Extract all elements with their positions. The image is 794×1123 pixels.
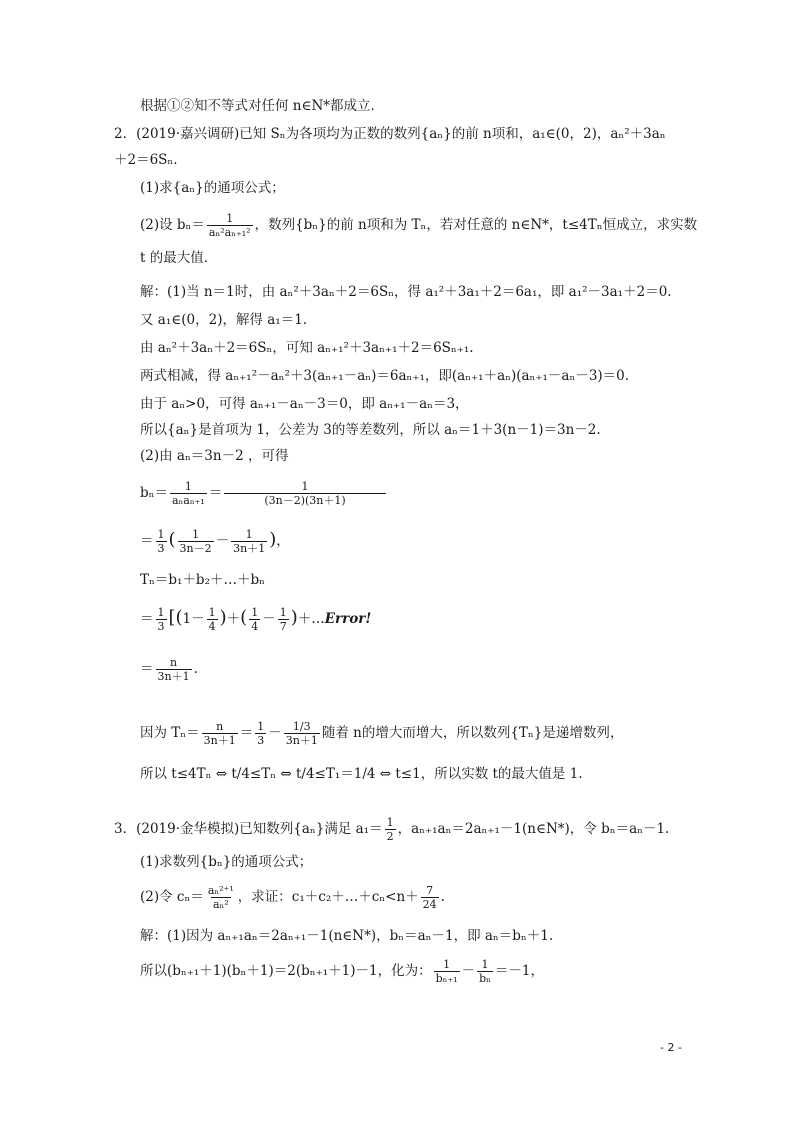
text: . <box>193 661 198 677</box>
fraction <box>421 884 439 911</box>
denominator: 2 <box>386 830 394 843</box>
text: ＋… <box>297 611 325 627</box>
equation-line <box>140 958 544 985</box>
numerator: aₙ²⁺¹ <box>207 884 234 897</box>
text-line <box>140 764 583 784</box>
numerator: 1 <box>157 528 165 541</box>
fraction <box>278 606 289 633</box>
text: － <box>461 963 476 979</box>
text-line <box>140 212 697 239</box>
text: ，求证：c₁＋c₂＋…＋cₙ<n＋ <box>237 889 419 905</box>
text-line <box>140 852 312 872</box>
text: t 的最大值． <box>140 250 218 266</box>
fraction <box>231 528 267 555</box>
text-line <box>140 96 384 116</box>
text: ，aₙ₊₁aₙ＝2aₙ₊₁－1(n∈N*)，令 bₙ＝aₙ－1. <box>397 821 670 837</box>
denominator: 3n＋1 <box>233 542 266 555</box>
equation-line <box>140 720 623 747</box>
text-line <box>140 570 265 590</box>
text: (1)求{aₙ}的通项公式； <box>140 180 285 196</box>
fraction <box>178 528 214 555</box>
denominator: aₙ²aₙ₊₁² <box>208 226 251 239</box>
denominator: aₙ² <box>212 898 229 911</box>
problem-2-statement <box>114 124 666 144</box>
numerator: 1/3 <box>292 720 311 733</box>
fraction <box>170 480 207 507</box>
text-line <box>140 178 285 198</box>
text: ＝ <box>208 485 223 501</box>
numerator: 7 <box>426 884 434 897</box>
text: 由于 aₙ>0，可得 aₙ₊₁－aₙ－3＝0，即 aₙ₊₁－aₙ＝3， <box>140 396 469 412</box>
text: 因为 Tₙ＝ <box>140 725 200 741</box>
fraction <box>156 528 167 555</box>
numerator: 1 <box>226 212 234 225</box>
denominator: 3 <box>157 620 165 633</box>
numerator: 1 <box>251 606 259 619</box>
text: (2)由 aₙ＝3n－2 ，可得 <box>140 448 289 464</box>
fraction <box>224 480 385 507</box>
denominator: 4 <box>208 620 216 633</box>
numerator: 1 <box>184 480 192 493</box>
text-line <box>114 150 178 170</box>
text-line <box>140 446 288 466</box>
numerator: 1 <box>443 958 451 971</box>
text: 解：(1)因为 aₙ₊₁aₙ＝2aₙ₊₁－1(n∈N*)，bₙ＝aₙ－1，即 aₙ＝bₙ＋1. <box>140 928 554 944</box>
numerator: 1 <box>481 958 489 971</box>
text-line <box>140 366 629 386</box>
text: ＝ <box>140 533 154 549</box>
text: 由 aₙ²＋3aₙ＋2＝6Sₙ，可知 aₙ₊₁²＋3aₙ₊₁＋2＝6Sₙ₊₁. <box>140 340 474 356</box>
numerator: n <box>170 656 178 669</box>
problem-3-statement <box>114 816 669 843</box>
numerator: 1 <box>192 528 200 541</box>
text: 3．(2019·金华模拟)已知数列{aₙ}满足 a₁＝ <box>114 821 383 837</box>
text: 根据①②知不等式对任何 n∈N*都成立． <box>140 98 385 114</box>
text: 又 a₁∈(0，2)，解得 a₁＝1. <box>140 312 308 328</box>
denominator: 3n＋1 <box>203 734 236 747</box>
denominator: 3n－2 <box>179 542 212 555</box>
equation-line: ＝ $\frac{1}{3}$ ( $\frac{1}{3n-2}$ － $\frac{1}{3n+1}$ )， <box>140 528 290 555</box>
text-line <box>140 394 469 414</box>
fraction <box>156 656 192 683</box>
denominator: 3 <box>257 734 265 747</box>
text: 两式相减，得 aₙ₊₁²－aₙ²＋3(aₙ₊₁－aₙ)＝6aₙ₊₁，即(aₙ₊₁＋aₙ)(aₙ₊₁－aₙ－3)＝0. <box>140 368 630 384</box>
numerator: n <box>216 720 224 733</box>
denominator: 7 <box>279 620 287 633</box>
denominator: 24 <box>422 898 437 911</box>
text: (2)设 bₙ＝ <box>140 217 205 233</box>
denominator: 3n＋1 <box>285 734 318 747</box>
fraction <box>202 720 238 747</box>
text: ＝－1， <box>494 963 545 979</box>
text: － <box>268 725 282 741</box>
text: . <box>440 889 445 905</box>
text: Tₙ＝b₁＋b₂＋…＋bₙ <box>140 572 265 588</box>
equation-line <box>140 480 388 507</box>
fraction <box>207 606 218 633</box>
fraction <box>255 720 266 747</box>
text: bₙ＝ <box>140 485 168 501</box>
denominator: bₙ <box>479 972 491 985</box>
fraction <box>434 958 460 985</box>
text: (2)令 cₙ＝ <box>140 889 204 905</box>
fraction <box>156 606 167 633</box>
text-line <box>140 248 217 268</box>
text-line <box>140 926 553 946</box>
text: ＝ <box>239 725 254 741</box>
numerator: 1 <box>386 816 394 829</box>
text-line <box>140 420 601 440</box>
denominator: aₙaₙ₊₁ <box>171 494 205 507</box>
text-line <box>140 338 474 358</box>
text: ＋2＝6Sₙ. <box>114 152 178 168</box>
numerator: 1 <box>279 606 287 619</box>
fraction <box>284 720 320 747</box>
numerator: 1 <box>157 606 165 619</box>
text: 所以 t≤4Tₙ ⇔ t/4≤Tₙ ⇔ t/4≤T₁＝1/4 ⇔ t≤1，所以实数 t的最大值是 1. <box>140 766 583 782</box>
text-line <box>140 310 307 330</box>
text: 随着 n的增大而增大，所以数列{Tₙ}是递增数列， <box>321 725 624 741</box>
text: ，数列{bₙ}的前 n项和为 Tₙ，若对任意的 n∈N*，t≤4Tₙ恒成立，求实数 <box>254 217 698 233</box>
fraction <box>385 816 396 843</box>
equation-line: ＝ $\frac{1}{3}$ [(1－ $\frac{1}{4}$ )＋( $\frac{1}{4}$ － $\frac{1}{7}$ )＋…Error! <box>140 606 372 633</box>
text: ＝ <box>140 611 154 627</box>
fraction <box>249 606 260 633</box>
text: 解：(1)当 n＝1时，由 aₙ²＋3aₙ＋2＝6Sₙ，得 a₁²＋3a₁＋2＝6a₁，即 a₁²－3a₁＋2＝0. <box>140 284 672 300</box>
solution-line <box>140 282 672 302</box>
fraction <box>477 958 493 985</box>
numerator: 1 <box>301 480 309 493</box>
numerator: 1 <box>257 720 265 733</box>
denominator: bₙ₊₁ <box>435 972 458 985</box>
numerator: 1 <box>245 528 253 541</box>
page-number: - 2 - <box>660 1041 682 1054</box>
text: ， <box>276 533 290 549</box>
text: 所以{aₙ}是首项为 1，公差为 3的等差数列，所以 aₙ＝1＋3(n－1)＝3n－2. <box>140 422 601 438</box>
denominator: 3 <box>157 542 165 555</box>
text: ＝ <box>140 661 154 677</box>
equation-line <box>140 656 198 683</box>
text: (1)求数列{bₙ}的通项公式； <box>140 854 313 870</box>
text: 2．(2019·嘉兴调研)已知 Sₙ为各项均为正数的数列{aₙ}的前 n项和，a₁∈(0，2)，aₙ²＋3aₙ <box>114 126 666 142</box>
equation-line <box>140 884 445 911</box>
fraction <box>206 884 236 911</box>
fraction <box>207 212 253 239</box>
text: 所以(bₙ₊₁＋1)(bₙ＋1)＝2(bₙ₊₁＋1)－1，化为： <box>140 963 432 979</box>
denominator: (3n－2)(3n＋1) <box>224 493 385 507</box>
denominator: 4 <box>251 620 259 633</box>
numerator: 1 <box>208 606 216 619</box>
denominator: 3n＋1 <box>157 670 190 683</box>
error-text: Error! <box>324 611 372 627</box>
